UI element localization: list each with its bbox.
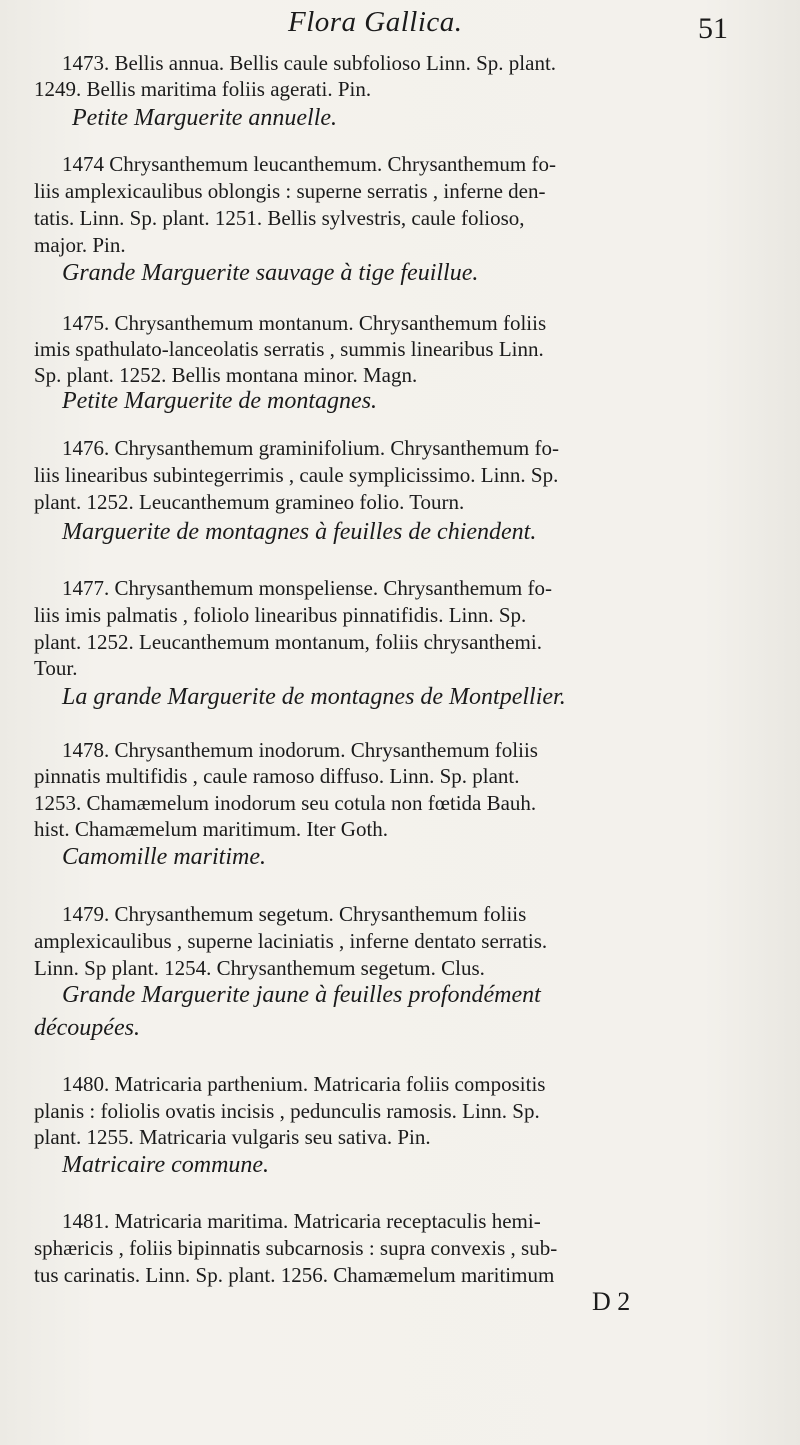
page-number: 51 xyxy=(698,12,728,45)
entry-line: liis imis palmatis , foliolo linearibus pinnatifidis. Linn. Sp. xyxy=(34,603,527,627)
entry-line: Linn. Sp plant. 1254. Chrysanthemum segetum. Clus. xyxy=(34,956,485,980)
running-title: Flora Gallica. xyxy=(288,6,463,38)
entry-line: plant. 1252. Leucanthemum montanum, foliis chrysanthemi. xyxy=(34,630,542,654)
page-header xyxy=(0,6,800,48)
entry-line: Sp. plant. 1252. Bellis montana minor. Magn. xyxy=(34,363,418,387)
entry-line: 1475. Chrysanthemum montanum. Chrysanthemum foliis xyxy=(62,311,547,335)
entry-line: liis amplexicaulibus oblongis : superne serratis , inferne den- xyxy=(34,179,546,203)
entry-line: 1478. Chrysanthemum inodorum. Chrysanthemum foliis xyxy=(62,738,538,762)
common-name: La grande Marguerite de montagnes de Montpellier. xyxy=(62,684,566,710)
entry-line: pinnatis multifidis , caule ramoso diffuso. Linn. Sp. plant. xyxy=(34,764,520,788)
entry-line: plant. 1252. Leucanthemum gramineo folio. Tourn. xyxy=(34,490,465,514)
entry-line: 1481. Matricaria maritima. Matricaria receptaculis hemi- xyxy=(62,1209,541,1233)
common-name: Matricaire commune. xyxy=(62,1152,270,1178)
common-name: Camomille maritime. xyxy=(62,844,266,870)
entry-line: sphæricis , foliis bipinnatis subcarnosis : supra convexis , sub- xyxy=(34,1236,558,1260)
entry-line: 1253. Chamæmelum inodorum seu cotula non fœtida Bauh. xyxy=(34,791,537,815)
signature-mark: D 2 xyxy=(592,1287,631,1316)
common-name: Grande Marguerite jaune à feuilles profondément xyxy=(62,982,541,1008)
entry-line: imis spathulato-lanceolatis serratis , summis linearibus Linn. xyxy=(34,337,544,361)
entry-line: tatis. Linn. Sp. plant. 1251. Bellis sylvestris, caule folioso, xyxy=(34,206,525,230)
entry-line: 1474 Chrysanthemum leucanthemum. Chrysanthemum fo- xyxy=(62,152,556,176)
entry-line: tus carinatis. Linn. Sp. plant. 1256. Chamæmelum maritimum xyxy=(34,1263,555,1287)
common-name: Petite Marguerite de montagnes. xyxy=(62,388,378,414)
entry-line: Tour. xyxy=(34,656,78,680)
entry-line: plant. 1255. Matricaria vulgaris seu sativa. Pin. xyxy=(34,1125,431,1149)
common-name: Marguerite de montagnes à feuilles de chiendent. xyxy=(62,519,537,545)
common-name: découpées. xyxy=(34,1015,140,1041)
entry-line: liis linearibus subintegerrimis , caule symplicissimo. Linn. Sp. xyxy=(34,463,559,487)
entry-line: 1473. Bellis annua. Bellis caule subfolioso Linn. Sp. plant. xyxy=(62,51,557,75)
entry-line: 1477. Chrysanthemum monspeliense. Chrysanthemum fo- xyxy=(62,576,552,600)
common-name: Grande Marguerite sauvage à tige feuillue. xyxy=(62,260,479,286)
entry-line: 1249. Bellis maritima foliis agerati. Pin. xyxy=(34,77,372,101)
entry-line: 1476. Chrysanthemum graminifolium. Chrysanthemum fo- xyxy=(62,436,559,460)
entry-line: major. Pin. xyxy=(34,233,126,257)
entry-line: 1479. Chrysanthemum segetum. Chrysanthemum foliis xyxy=(62,902,527,926)
common-name: Petite Marguerite annuelle. xyxy=(72,105,338,131)
entry-line: hist. Chamæmelum maritimum. Iter Goth. xyxy=(34,817,389,841)
entry-line: amplexicaulibus , superne laciniatis , inferne dentato serratis. xyxy=(34,929,548,953)
entry-line: 1480. Matricaria parthenium. Matricaria foliis compositis xyxy=(62,1072,546,1096)
entry-line: planis : foliolis ovatis incisis , pedunculis ramosis. Linn. Sp. xyxy=(34,1099,540,1123)
